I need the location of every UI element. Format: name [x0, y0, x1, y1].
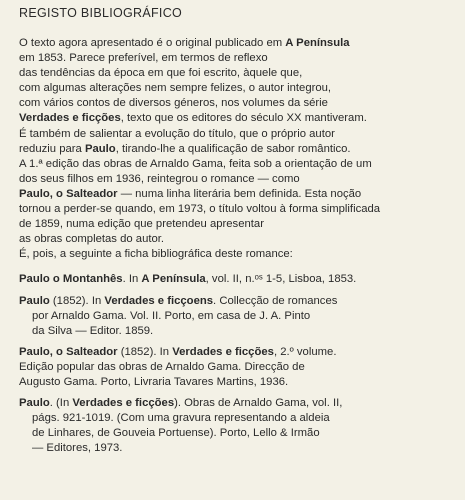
text-line: [19, 232, 457, 247]
bold-title-text: Verdades e ficções: [172, 345, 274, 358]
body-text: , 2.º volume.: [273, 345, 337, 358]
bibliography-list: [19, 272, 457, 456]
text-line: [19, 396, 457, 411]
body-text: ). Obras de Arnaldo Gama, vol. II,: [174, 397, 343, 410]
body-text: , vol. II, n.ᵒˢ 1-5, Lisboa, 1853.: [205, 273, 357, 286]
text-line: [19, 375, 457, 390]
bibliography-entry: [19, 294, 457, 339]
text-line: [19, 217, 457, 232]
text-line: [19, 426, 457, 441]
bold-title-text: Paulo: [19, 397, 50, 410]
body-text: A 1.ª edição das obras de Arnaldo Gama, feita sob a orientação de um: [19, 157, 372, 170]
intro-paragraph: [19, 36, 457, 262]
text-line: [19, 324, 457, 339]
body-text: (1852). In: [117, 345, 173, 358]
body-text: tornou a perder-se quando, em 1973, o título voltou à forma simplificada: [19, 203, 381, 216]
text-line: [19, 309, 457, 324]
body-text: Augusto Gama. Porto, Livraria Tavares Martins, 1936.: [19, 375, 289, 388]
text-line: [19, 172, 457, 187]
body-text: das tendências da época em que foi escrito, àquele que,: [19, 67, 303, 80]
body-text: de Linhares, de Gouveia Portuense). Porto, Lello & Irmão: [32, 427, 320, 440]
text-line: [19, 247, 457, 262]
section-heading: REGISTO BIBLIOGRÁFICO: [19, 6, 183, 20]
bold-title-text: Paulo o Montanhês: [19, 273, 123, 286]
body-text: (1852). In: [49, 294, 105, 307]
bold-title-text: A Península: [141, 273, 206, 286]
text-line: [19, 157, 457, 172]
body-text: as obras completas do autor.: [19, 233, 165, 246]
body-text: . In: [122, 273, 142, 286]
bold-title-text: Paulo: [84, 142, 116, 155]
body-text: págs. 921-1019. (Com uma gravura representando a aldeia: [32, 412, 330, 425]
bibliography-entry: [19, 396, 457, 456]
text-line: [19, 187, 457, 202]
body-text: — numa linha literária bem definida. Esta noção: [117, 187, 362, 200]
text-line: [19, 111, 457, 126]
body-text: . (In: [49, 397, 73, 410]
body-text: . Collecção de romances: [213, 294, 338, 307]
text-line: [19, 411, 457, 426]
text-line: [19, 51, 457, 66]
text-line: [19, 272, 457, 287]
body-text: reduziu para: [19, 142, 85, 155]
text-line: [19, 360, 457, 375]
text-line: [19, 345, 457, 360]
body-text: Edição popular das obras de Arnaldo Gama. Direcção de: [19, 360, 305, 373]
bibliography-entry: [19, 272, 457, 287]
text-line: [19, 142, 457, 157]
text-line: [19, 36, 457, 51]
bold-title-text: A Península: [285, 37, 350, 49]
body-text: com vários contos de diversos géneros, nos volumes da série: [19, 97, 328, 110]
body-text: O texto agora apresentado é o original publicado em: [19, 37, 286, 49]
body-text: , tirando-lhe a qualificação de sabor romântico.: [115, 142, 351, 155]
body-text: com algumas alterações nem sempre felizes, o autor integrou,: [19, 82, 332, 95]
body-text: É também de salientar a evolução do título, que o próprio autor: [19, 127, 335, 140]
bold-title-text: Verdades e ficçoens: [104, 294, 214, 307]
body-text: É, pois, a seguinte a ficha bibliográfica deste romance:: [19, 248, 293, 261]
text-line: [19, 81, 457, 96]
text-line: [19, 127, 457, 142]
text-line: [19, 441, 457, 456]
body-text: por Arnaldo Gama. Vol. II. Porto, em casa de J. A. Pinto: [32, 309, 311, 322]
bold-title-text: Paulo, o Salteador: [19, 187, 118, 200]
text-line: [19, 96, 457, 111]
bibliography-entry: [19, 345, 457, 390]
bold-title-text: Verdades e ficções: [72, 397, 175, 410]
text-line: [19, 66, 457, 81]
body-text: — Editores, 1973.: [32, 442, 123, 455]
bold-title-text: Paulo: [19, 294, 50, 307]
body-text: , texto que os editores do século XX mantiveram.: [120, 112, 367, 125]
bold-title-text: Paulo, o Salteador: [19, 345, 118, 358]
body-text: da Silva — Editor. 1859.: [32, 324, 154, 337]
body-text: de 1859, numa edição que pretendeu apresentar: [19, 218, 264, 231]
text-line: [19, 202, 457, 217]
bold-title-text: Verdades e ficções: [19, 112, 121, 125]
text-line: [19, 294, 457, 309]
body-text: em 1853. Parece preferível, em termos de reflexo: [19, 52, 268, 65]
body-text: dos seus filhos em 1936, reintegrou o romance — como: [19, 172, 300, 185]
